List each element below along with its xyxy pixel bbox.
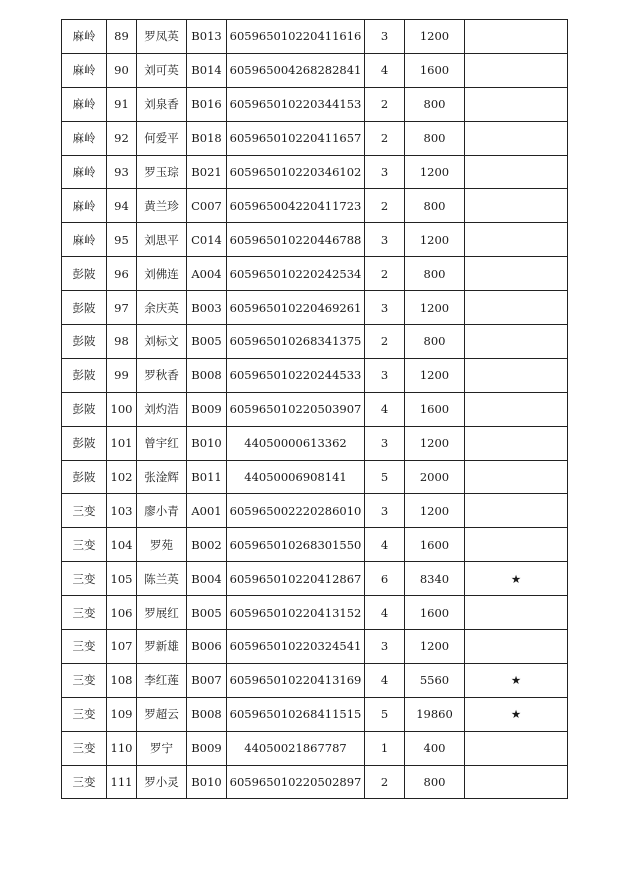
table-row — [62, 87, 568, 121]
name-cell: 陈兰英 — [137, 562, 187, 596]
name-cell: 罗秋香 — [137, 358, 187, 392]
code-cell: B007 — [187, 663, 227, 697]
amount-cell: 800 — [405, 121, 465, 155]
account-cell: 605965010220413169 — [227, 663, 365, 697]
amount-cell: 800 — [405, 257, 465, 291]
amount-cell: 5560 — [405, 663, 465, 697]
table-row — [62, 663, 568, 697]
village-cell: 三变 — [62, 765, 107, 799]
table-row — [62, 697, 568, 731]
mark-cell — [465, 731, 568, 765]
table-row — [62, 325, 568, 359]
number-cell: 108 — [107, 663, 137, 697]
number-cell: 111 — [107, 765, 137, 799]
count-cell: 3 — [365, 223, 405, 257]
count-cell: 3 — [365, 358, 405, 392]
mark-cell — [465, 325, 568, 359]
village-cell: 彭陂 — [62, 460, 107, 494]
table-row — [62, 528, 568, 562]
amount-cell: 19860 — [405, 697, 465, 731]
count-cell: 4 — [365, 392, 405, 426]
table-row — [62, 392, 568, 426]
name-cell: 罗新雄 — [137, 630, 187, 664]
amount-cell: 8340 — [405, 562, 465, 596]
amount-cell: 1200 — [405, 630, 465, 664]
number-cell: 89 — [107, 20, 137, 54]
table-row — [62, 121, 568, 155]
mark-cell — [465, 189, 568, 223]
village-cell: 麻岭 — [62, 223, 107, 257]
amount-cell: 1600 — [405, 53, 465, 87]
code-cell: B021 — [187, 155, 227, 189]
account-cell: 44050021867787 — [227, 731, 365, 765]
table-row — [62, 562, 568, 596]
number-cell: 90 — [107, 53, 137, 87]
count-cell: 3 — [365, 494, 405, 528]
count-cell: 3 — [365, 291, 405, 325]
amount-cell: 1600 — [405, 528, 465, 562]
amount-cell: 1200 — [405, 291, 465, 325]
mark-cell: ★ — [465, 562, 568, 596]
account-cell: 605965010220503907 — [227, 392, 365, 426]
name-cell: 刘标文 — [137, 325, 187, 359]
amount-cell: 1200 — [405, 426, 465, 460]
count-cell: 6 — [365, 562, 405, 596]
account-cell: 605965010220413152 — [227, 596, 365, 630]
count-cell: 2 — [365, 121, 405, 155]
number-cell: 102 — [107, 460, 137, 494]
table-row — [62, 630, 568, 664]
mark-cell — [465, 87, 568, 121]
number-cell: 110 — [107, 731, 137, 765]
account-cell: 605965002220286010 — [227, 494, 365, 528]
amount-cell: 1600 — [405, 596, 465, 630]
code-cell: B003 — [187, 291, 227, 325]
name-cell: 黄兰珍 — [137, 189, 187, 223]
mark-cell: ★ — [465, 663, 568, 697]
count-cell: 4 — [365, 596, 405, 630]
count-cell: 2 — [365, 765, 405, 799]
account-cell: 605965010220242534 — [227, 257, 365, 291]
code-cell: C014 — [187, 223, 227, 257]
village-cell: 麻岭 — [62, 53, 107, 87]
village-cell: 麻岭 — [62, 189, 107, 223]
code-cell: B014 — [187, 53, 227, 87]
name-cell: 余庆英 — [137, 291, 187, 325]
mark-cell — [465, 494, 568, 528]
amount-cell: 800 — [405, 765, 465, 799]
name-cell: 罗苑 — [137, 528, 187, 562]
table-row — [62, 358, 568, 392]
number-cell: 92 — [107, 121, 137, 155]
number-cell: 103 — [107, 494, 137, 528]
amount-cell: 1200 — [405, 223, 465, 257]
village-cell: 三变 — [62, 697, 107, 731]
mark-cell — [465, 291, 568, 325]
amount-cell: 1200 — [405, 20, 465, 54]
mark-cell — [465, 765, 568, 799]
count-cell: 3 — [365, 20, 405, 54]
mark-cell: ★ — [465, 697, 568, 731]
village-cell: 麻岭 — [62, 87, 107, 121]
roster-table — [61, 19, 568, 799]
table-row — [62, 20, 568, 54]
name-cell: 刘泉香 — [137, 87, 187, 121]
mark-cell — [465, 392, 568, 426]
number-cell: 101 — [107, 426, 137, 460]
name-cell: 罗凤英 — [137, 20, 187, 54]
account-cell: 605965010220344153 — [227, 87, 365, 121]
code-cell: B004 — [187, 562, 227, 596]
mark-cell — [465, 20, 568, 54]
table-row — [62, 257, 568, 291]
name-cell: 李红莲 — [137, 663, 187, 697]
village-cell: 彭陂 — [62, 392, 107, 426]
table-row — [62, 291, 568, 325]
count-cell: 3 — [365, 155, 405, 189]
village-cell: 三变 — [62, 562, 107, 596]
village-cell: 三变 — [62, 663, 107, 697]
number-cell: 91 — [107, 87, 137, 121]
account-cell: 605965010220446788 — [227, 223, 365, 257]
village-cell: 麻岭 — [62, 20, 107, 54]
village-cell: 三变 — [62, 731, 107, 765]
name-cell: 何爱平 — [137, 121, 187, 155]
table-row — [62, 731, 568, 765]
name-cell: 廖小青 — [137, 494, 187, 528]
number-cell: 100 — [107, 392, 137, 426]
name-cell: 罗小灵 — [137, 765, 187, 799]
name-cell: 刘可英 — [137, 53, 187, 87]
number-cell: 109 — [107, 697, 137, 731]
amount-cell: 1600 — [405, 392, 465, 426]
count-cell: 2 — [365, 189, 405, 223]
number-cell: 104 — [107, 528, 137, 562]
village-cell: 三变 — [62, 630, 107, 664]
name-cell: 刘灼浩 — [137, 392, 187, 426]
code-cell: B008 — [187, 358, 227, 392]
table-row — [62, 155, 568, 189]
mark-cell — [465, 630, 568, 664]
mark-cell — [465, 121, 568, 155]
account-cell: 605965010220244533 — [227, 358, 365, 392]
number-cell: 94 — [107, 189, 137, 223]
table-row — [62, 189, 568, 223]
village-cell: 麻岭 — [62, 121, 107, 155]
amount-cell: 800 — [405, 325, 465, 359]
account-cell: 605965010268341375 — [227, 325, 365, 359]
number-cell: 99 — [107, 358, 137, 392]
code-cell: B002 — [187, 528, 227, 562]
name-cell: 罗玉琮 — [137, 155, 187, 189]
code-cell: A004 — [187, 257, 227, 291]
code-cell: B005 — [187, 325, 227, 359]
mark-cell — [465, 53, 568, 87]
table-row — [62, 765, 568, 799]
name-cell: 刘佛连 — [137, 257, 187, 291]
count-cell: 4 — [365, 528, 405, 562]
count-cell: 5 — [365, 460, 405, 494]
account-cell: 605965010220502897 — [227, 765, 365, 799]
table-row — [62, 223, 568, 257]
village-cell: 麻岭 — [62, 155, 107, 189]
account-cell: 44050000613362 — [227, 426, 365, 460]
account-cell: 605965010220411657 — [227, 121, 365, 155]
amount-cell: 800 — [405, 189, 465, 223]
code-cell: B016 — [187, 87, 227, 121]
number-cell: 95 — [107, 223, 137, 257]
name-cell: 刘思平 — [137, 223, 187, 257]
code-cell: B010 — [187, 765, 227, 799]
code-cell: B011 — [187, 460, 227, 494]
count-cell: 4 — [365, 663, 405, 697]
table-row — [62, 596, 568, 630]
amount-cell: 1200 — [405, 358, 465, 392]
amount-cell: 2000 — [405, 460, 465, 494]
name-cell: 罗展红 — [137, 596, 187, 630]
code-cell: B013 — [187, 20, 227, 54]
code-cell: B005 — [187, 596, 227, 630]
number-cell: 97 — [107, 291, 137, 325]
village-cell: 三变 — [62, 494, 107, 528]
count-cell: 2 — [365, 325, 405, 359]
name-cell: 张淦辉 — [137, 460, 187, 494]
roster-body — [62, 20, 568, 799]
village-cell: 彭陂 — [62, 291, 107, 325]
village-cell: 三变 — [62, 596, 107, 630]
account-cell: 605965010220324541 — [227, 630, 365, 664]
amount-cell: 1200 — [405, 155, 465, 189]
table-row — [62, 53, 568, 87]
code-cell: B009 — [187, 392, 227, 426]
count-cell: 1 — [365, 731, 405, 765]
account-cell: 44050006908141 — [227, 460, 365, 494]
number-cell: 105 — [107, 562, 137, 596]
account-cell: 605965010268411515 — [227, 697, 365, 731]
code-cell: B009 — [187, 731, 227, 765]
code-cell: B008 — [187, 697, 227, 731]
village-cell: 彭陂 — [62, 358, 107, 392]
mark-cell — [465, 528, 568, 562]
count-cell: 2 — [365, 257, 405, 291]
mark-cell — [465, 596, 568, 630]
amount-cell: 1200 — [405, 494, 465, 528]
number-cell: 98 — [107, 325, 137, 359]
mark-cell — [465, 358, 568, 392]
account-cell: 605965004268282841 — [227, 53, 365, 87]
code-cell: B006 — [187, 630, 227, 664]
count-cell: 2 — [365, 87, 405, 121]
name-cell: 曾宇红 — [137, 426, 187, 460]
mark-cell — [465, 155, 568, 189]
name-cell: 罗宁 — [137, 731, 187, 765]
amount-cell: 800 — [405, 87, 465, 121]
account-cell: 605965010220469261 — [227, 291, 365, 325]
mark-cell — [465, 426, 568, 460]
table-row — [62, 426, 568, 460]
code-cell: C007 — [187, 189, 227, 223]
count-cell: 5 — [365, 697, 405, 731]
mark-cell — [465, 223, 568, 257]
account-cell: 605965010268301550 — [227, 528, 365, 562]
code-cell: B018 — [187, 121, 227, 155]
code-cell: A001 — [187, 494, 227, 528]
number-cell: 93 — [107, 155, 137, 189]
table-row — [62, 494, 568, 528]
account-cell: 605965010220346102 — [227, 155, 365, 189]
number-cell: 106 — [107, 596, 137, 630]
count-cell: 4 — [365, 53, 405, 87]
village-cell: 彭陂 — [62, 325, 107, 359]
account-cell: 605965010220411616 — [227, 20, 365, 54]
account-cell: 605965010220412867 — [227, 562, 365, 596]
amount-cell: 400 — [405, 731, 465, 765]
account-cell: 605965004220411723 — [227, 189, 365, 223]
village-cell: 彭陂 — [62, 257, 107, 291]
number-cell: 107 — [107, 630, 137, 664]
village-cell: 彭陂 — [62, 426, 107, 460]
mark-cell — [465, 460, 568, 494]
count-cell: 3 — [365, 630, 405, 664]
number-cell: 96 — [107, 257, 137, 291]
table-row — [62, 460, 568, 494]
count-cell: 3 — [365, 426, 405, 460]
name-cell: 罗超云 — [137, 697, 187, 731]
village-cell: 三变 — [62, 528, 107, 562]
mark-cell — [465, 257, 568, 291]
code-cell: B010 — [187, 426, 227, 460]
